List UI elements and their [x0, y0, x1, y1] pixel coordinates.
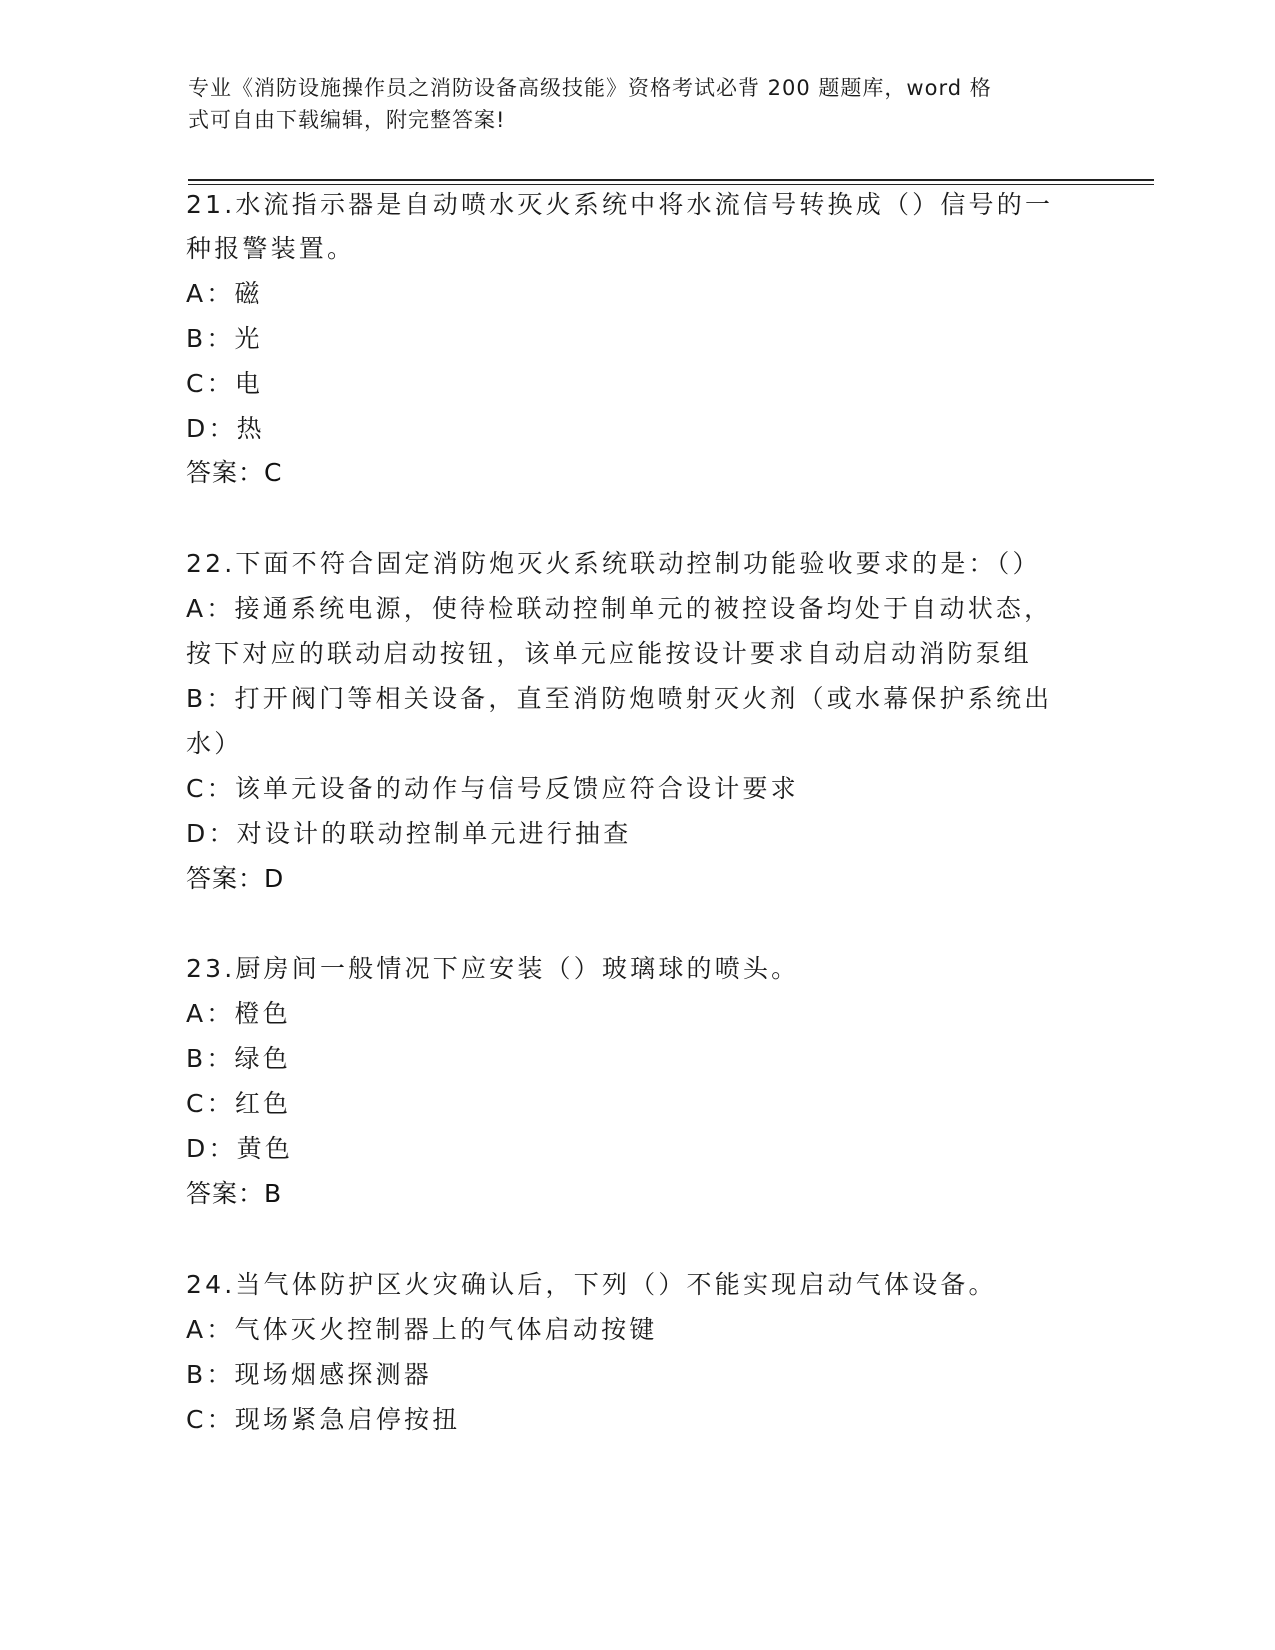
option-a: A：磁	[186, 279, 263, 308]
question-stem-line: 23.厨房间一般情况下应安装（）玻璃球的喷头。	[186, 954, 800, 983]
option-c: C：该单元设备的动作与信号反馈应符合设计要求	[186, 774, 799, 803]
header-rule-thick	[188, 179, 1154, 181]
question-stem-line: 21.水流指示器是自动喷水灭火系统中将水流信号转换成（）信号的一	[186, 190, 1054, 219]
option-b: B：现场烟感探测器	[186, 1360, 432, 1389]
option-b: B：光	[186, 324, 263, 353]
option-d: D：黄色	[186, 1134, 294, 1163]
option-c: C：红色	[186, 1089, 292, 1118]
question-stem-line: 种报警装置。	[186, 234, 356, 263]
option-a: A：气体灭火控制器上的气体启动按键	[186, 1315, 658, 1344]
option-a: A：橙色	[186, 999, 291, 1028]
option-b-line-1: B：打开阀门等相关设备，直至消防炮喷射灭火剂（或水幕保护系统出	[186, 684, 1053, 713]
option-d: D：热	[186, 414, 265, 443]
answer-label: 答案：B	[186, 1179, 283, 1208]
question-stem-line: 24.当气体防护区火灾确认后，下列（）不能实现启动气体设备。	[186, 1270, 997, 1299]
answer-label: 答案：D	[186, 864, 285, 893]
option-d: D：对设计的联动控制单元进行抽查	[186, 819, 632, 848]
document-header	[188, 72, 1068, 136]
option-b: B：绿色	[186, 1044, 291, 1073]
header-line-1: 专业《消防设施操作员之消防设备高级技能》资格考试必背 200 题题库，word 格	[188, 76, 992, 100]
option-a-line-1: A：接通系统电源，使待检联动控制单元的被控设备均处于自动状态，	[186, 594, 1053, 623]
option-b-line-2: 水）	[186, 729, 243, 758]
answer-label: 答案：C	[186, 458, 283, 487]
option-c: C：电	[186, 369, 264, 398]
header-line-2: 式可自由下载编辑，附完整答案!	[188, 108, 506, 132]
option-a-line-2: 按下对应的联动启动按钮，该单元应能按设计要求自动启动消防泵组	[186, 639, 1033, 668]
question-stem-line: 22.下面不符合固定消防炮灭火系统联动控制功能验收要求的是：（）	[186, 549, 1041, 578]
option-c: C：现场紧急启停按扭	[186, 1405, 461, 1434]
